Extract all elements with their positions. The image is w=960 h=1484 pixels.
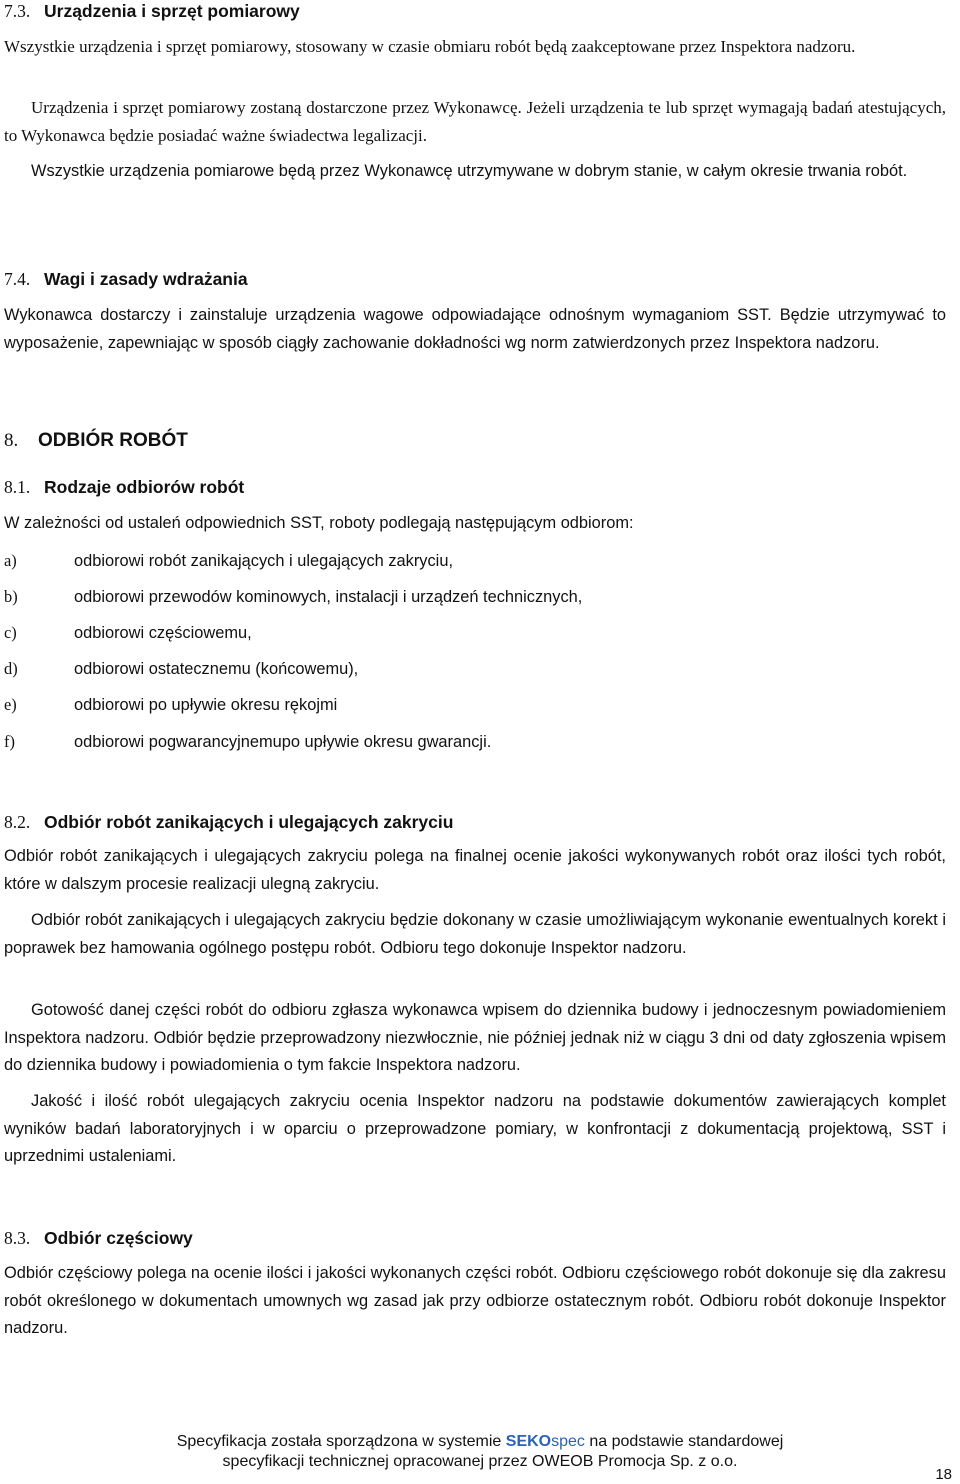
footer-text: Specyfikacja została sporządzona w systemie xyxy=(176,1433,502,1450)
list-item-text: odbiorowi pogwarancyjnemupo upływie okresu gwarancji. xyxy=(74,733,492,751)
list-item xyxy=(4,550,453,572)
footer-line-1 xyxy=(0,1432,960,1451)
section-title: Rodzaje odbiorów robót xyxy=(44,477,245,497)
footer-text: na podstawie standardowej xyxy=(589,1433,784,1450)
section-title: Urządzenia i sprzęt pomiarowy xyxy=(44,1,300,21)
section-8-1-heading xyxy=(4,476,244,498)
list-item-text: odbiorowi po upływie okresu rękojmi xyxy=(74,696,338,714)
sekospec-logo: SEKOspec xyxy=(505,1433,585,1450)
list-marker: b) xyxy=(4,587,18,606)
section-title: ODBIÓR ROBÓT xyxy=(38,430,188,451)
section-7-3-heading xyxy=(4,0,300,22)
list-item-text: odbiorowi przewodów kominowych, instalacji i urządzeń technicznych, xyxy=(74,588,583,606)
section-title: Odbiór robót zanikających i ulegających zakryciu xyxy=(44,812,454,832)
footer-line-2: specyfikacji technicznej opracowanej przez OWEOB Promocja Sp. z o.o. xyxy=(222,1453,738,1470)
list-item-text: odbiorowi ostatecznemu (końcowemu), xyxy=(74,660,359,678)
page-number: 18 xyxy=(935,1466,952,1483)
paragraph: Odbiór częściowy polega na ocenie ilości i jakości wykonanych części robót. Odbioru częściowego robót dokonuje się dla zakresu robót określonego w dokumentach umownych wg zasad jak przy odbiorze ostatecznym robót. Odbioru robót dokonuje Inspektor nadzoru. xyxy=(4,1264,946,1337)
paragraph: Gotowość danej części robót do odbioru zgłasza wykonawca wpisem do dziennika budowy i jednoczesnym powiadomieniem Inspektora nadzoru. Odbiór będzie przeprowadzony niezwłocznie, nie później jednak niż w ciągu 3 dni od daty zgłoszenia wpisem do dziennika budowy i powiadomienia o tym fakcie Inspektora nadzoru. xyxy=(4,1001,946,1074)
section-number: 8.1. xyxy=(4,477,31,497)
list-item-text: odbiorowi robót zanikających i ulegających zakryciu, xyxy=(74,552,453,570)
section-number: 8.3. xyxy=(4,1228,31,1248)
paragraph: Odbiór robót zanikających i ulegających zakryciu będzie dokonany w czasie umożliwiającym wykonanie ewentualnych korekt i poprawek bez hamowania ogólnego postępu robót. Odbioru tego dokonuje Inspektor nadzoru. xyxy=(4,911,946,957)
section-number: 7.4. xyxy=(4,269,31,289)
list-marker: d) xyxy=(4,659,18,678)
section-number: 7.3. xyxy=(4,1,31,21)
list-item xyxy=(4,622,252,644)
paragraph: Wykonawca dostarczy i zainstaluje urządzenia wagowe odpowiadające odnośnym wymaganiom SST. Będzie utrzymywać to wyposażenie, zapewniając w sposób ciągły zachowanie dokładności wg norm zatwierdzonych przez Inspektora nadzoru. xyxy=(4,306,946,352)
list-item-text: odbiorowi częściowemu, xyxy=(74,624,252,642)
list-item xyxy=(4,586,582,608)
paragraph: Odbiór robót zanikających i ulegających zakryciu polega na finalnej ocenie jakości wykonywanych robót oraz ilości tych robót, które w dalszym procesie realizacji ulegną zakryciu. xyxy=(4,847,946,893)
paragraph: Wszystkie urządzenia i sprzęt pomiarowy, stosowany w czasie obmiaru robót będą zaakceptowane przez Inspektora nadzoru. xyxy=(4,37,856,56)
list-item xyxy=(4,694,337,716)
paragraph: Wszystkie urządzenia pomiarowe będą przez Wykonawcę utrzymywane w dobrym stanie, w całym okresie trwania robót. xyxy=(31,162,908,180)
paragraph: Urządzenia i sprzęt pomiarowy zostaną dostarczone przez Wykonawcę. Jeżeli urządzenia te lub sprzęt wymagają badań atestujących, to Wykonawca będzie posiadać ważne świadectwa legalizacji. xyxy=(4,98,946,145)
paragraph: W zależności od ustaleń odpowiednich SST, roboty podlegają następującym odbiorom: xyxy=(4,514,634,532)
list-marker: e) xyxy=(4,695,17,714)
list-marker: a) xyxy=(4,551,17,570)
section-8-3-heading xyxy=(4,1227,193,1249)
section-8-2-heading xyxy=(4,811,453,833)
list-marker: c) xyxy=(4,623,17,642)
section-number: 8. xyxy=(4,430,19,451)
section-8-heading xyxy=(4,430,188,452)
section-number: 8.2. xyxy=(4,812,31,832)
list-item xyxy=(4,658,358,680)
list-item xyxy=(4,731,491,753)
paragraph: Jakość i ilość robót ulegających zakryciu ocenia Inspektor nadzoru na podstawie dokumentów zawierających komplet wyników badań laboratoryjnych i w oparciu o przeprowadzone pomiary, w konfrontacji z dokumentacją projektową, SST i uprzednimi ustaleniami. xyxy=(4,1092,946,1165)
list-marker: f) xyxy=(4,732,15,751)
section-title: Odbiór częściowy xyxy=(44,1228,193,1248)
section-7-4-heading xyxy=(4,268,248,290)
section-title: Wagi i zasady wdrażania xyxy=(44,269,248,289)
